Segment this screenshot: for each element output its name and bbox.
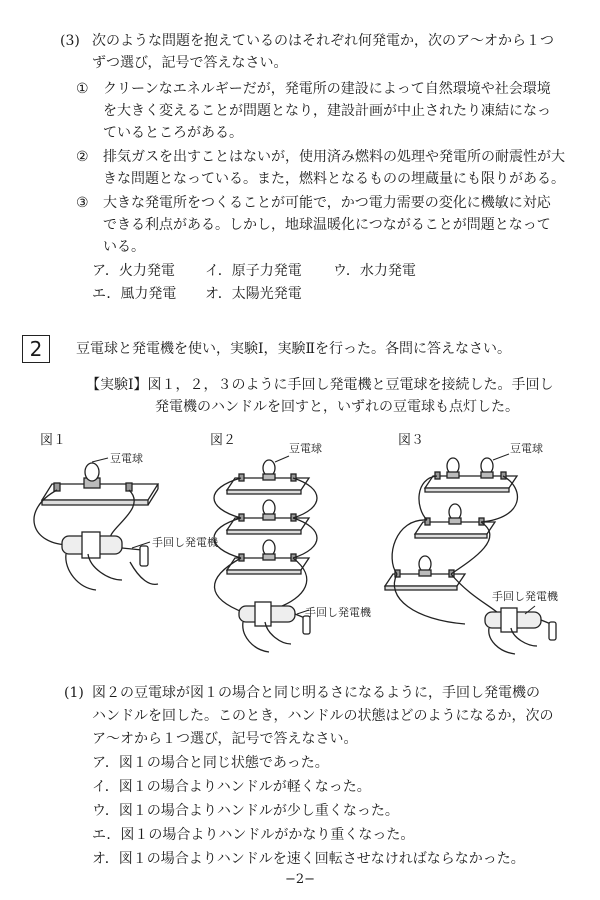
choice-a: ア．火力発電 bbox=[92, 263, 175, 279]
item-2-line1: 排気ガスを出すことはないが，使用済み燃料の処理や発電所の耐震性が大 bbox=[103, 149, 565, 165]
figure-2-bulb-label: 豆電球 bbox=[289, 442, 322, 455]
question-1-line1: 図２の豆電球が図１の場合と同じ明るさになるように，手回し発電機の bbox=[92, 685, 540, 701]
figure-3-diagram bbox=[375, 448, 565, 658]
choice-i: イ．原子力発電 bbox=[205, 263, 302, 279]
question-1-number: (1) bbox=[64, 685, 84, 701]
section-2-intro: 豆電球と発電機を使い，実験Ⅰ，実験Ⅱを行った。各問に答えなさい。 bbox=[76, 341, 512, 357]
choice-u: ウ．水力発電 bbox=[333, 263, 416, 279]
item-1-line2: を大きく変えることが問題となり，建設計画が中止されたり凍結になっ bbox=[103, 103, 551, 119]
item-1-mark: ① bbox=[76, 81, 89, 97]
section-2-number: 2 bbox=[22, 335, 50, 363]
item-1-line1: クリーンなエネルギーだが，発電所の建設によって自然環境や社会環境 bbox=[103, 81, 551, 97]
choice-o: オ．太陽光発電 bbox=[205, 286, 302, 302]
question-3-number: (3) bbox=[60, 33, 80, 49]
experiment-1-line2: 発電機のハンドルを回すと，いずれの豆電球も点灯した。 bbox=[155, 399, 519, 415]
q1-choice-e: エ．図１の場合よりハンドルがかなり重くなった。 bbox=[92, 827, 415, 843]
experiment-1-line1: 【実験Ⅰ】図１，２，３のように手回し発電機と豆電球を接続した。手回し bbox=[86, 377, 554, 393]
item-3-line2: できる利点がある。しかし，地球温暖化につながることが問題となって bbox=[103, 217, 551, 233]
figure-1-generator-label: 手回し発電機 bbox=[152, 536, 218, 549]
figure-2-diagram bbox=[205, 448, 365, 658]
choice-e: エ．風力発電 bbox=[92, 286, 177, 302]
q1-choice-o: オ．図１の場合よりハンドルを速く回転させなければならなかった。 bbox=[92, 851, 525, 867]
figure-2-generator-label: 手回し発電機 bbox=[305, 606, 371, 619]
figure-1-bulb-label: 豆電球 bbox=[110, 452, 143, 465]
question-3-intro-line2: ずつ選び，記号で答えなさい。 bbox=[92, 55, 288, 71]
figure-1-label: 図１ bbox=[40, 433, 67, 448]
item-2-line2: きな問題となっている。また，燃料となるものの埋蔵量にも限りがある。 bbox=[103, 171, 565, 187]
item-3-line1: 大きな発電所をつくることが可能で，かつ電力需要の変化に機敏に対応 bbox=[103, 195, 551, 211]
question-1-line3: ア～オから１つ選び，記号で答えなさい。 bbox=[92, 731, 358, 747]
q1-choice-i: イ．図１の場合よりハンドルが軽くなった。 bbox=[92, 779, 371, 795]
item-1-line3: ているところがある。 bbox=[103, 125, 243, 141]
q1-choice-u: ウ．図１の場合よりハンドルが少し重くなった。 bbox=[92, 803, 399, 819]
question-3-intro-line1: 次のような問題を抱えているのはそれぞれ何発電か，次のア～オから１つ bbox=[92, 33, 554, 49]
item-3-line3: いる。 bbox=[103, 239, 145, 255]
figure-3-label: 図３ bbox=[398, 433, 425, 448]
item-3-mark: ③ bbox=[76, 195, 89, 211]
figure-1-diagram bbox=[30, 450, 190, 600]
figure-3-generator-label: 手回し発電機 bbox=[492, 590, 558, 603]
q1-choice-a: ア．図１の場合と同じ状態であった。 bbox=[92, 755, 329, 771]
figure-3-bulb-label: 豆電球 bbox=[510, 442, 543, 455]
figure-2-label: 図２ bbox=[210, 433, 237, 448]
page-number: −2− bbox=[284, 872, 316, 887]
item-2-mark: ② bbox=[76, 149, 89, 165]
question-1-line2: ハンドルを回した。このとき，ハンドルの状態はどのようになるか，次の bbox=[92, 708, 554, 724]
